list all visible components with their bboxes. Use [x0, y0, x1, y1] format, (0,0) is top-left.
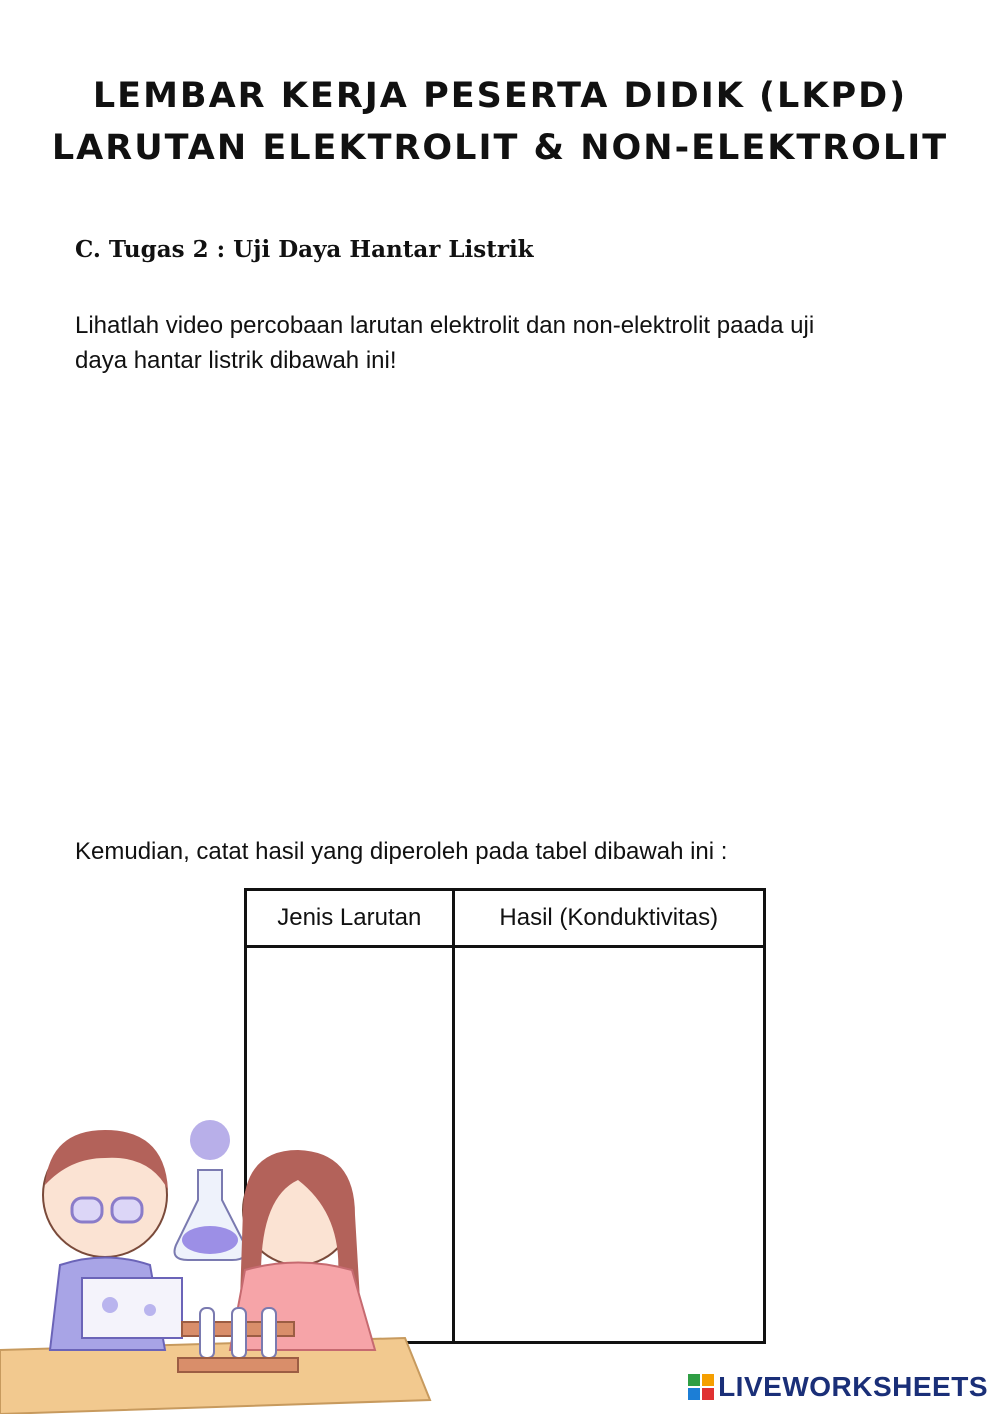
instruction-line-2: daya hantar listrik dibawah ini!: [75, 347, 397, 374]
instruction-line-1: Lihatlah video percobaan larutan elektrolit dan non-elektrolit paada uji: [75, 312, 815, 339]
table-header-row: [246, 890, 765, 947]
section-heading: C. Tugas 2 : Uji Daya Hantar Listrik: [75, 236, 534, 263]
video-placeholder[interactable]: [75, 395, 925, 815]
header-jenis-larutan: Jenis Larutan: [246, 890, 454, 947]
answer-cell-hasil[interactable]: [453, 947, 764, 1343]
kids-chemistry-illustration: [0, 1100, 440, 1414]
instruction-text: [75, 308, 925, 378]
title-line-2: LARUTAN ELEKTROLIT & NON-ELEKTROLIT: [51, 128, 949, 168]
followup-text: Kemudian, catat hasil yang diperoleh pada tabel dibawah ini :: [75, 838, 728, 865]
watermark: [688, 1372, 988, 1402]
watermark-text: LIVEWORKSHEETS: [718, 1371, 988, 1402]
page-title: [0, 70, 1000, 174]
title-line-1: LEMBAR KERJA PESERTA DIDIK (LKPD): [92, 76, 908, 116]
liveworksheets-logo-icon: [688, 1374, 714, 1400]
header-hasil: Hasil (Konduktivitas): [453, 890, 764, 947]
